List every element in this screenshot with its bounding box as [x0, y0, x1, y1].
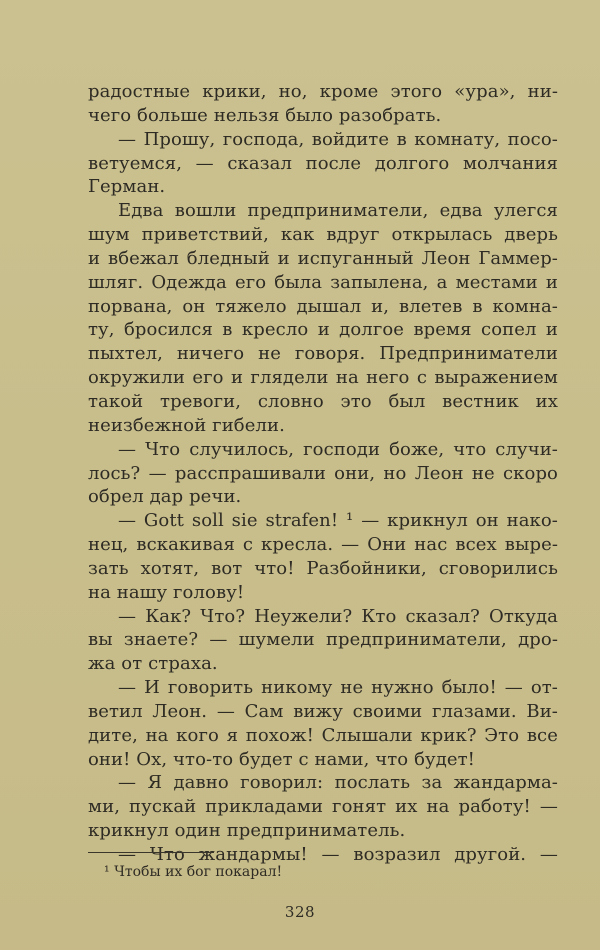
text-line: — Как? Что? Неужели? Кто сказал? Откуда — [118, 605, 558, 627]
footnote-divider — [88, 852, 214, 853]
text-line: — Gott soll sie strafen! ¹ — крикнул он нако- — [118, 510, 558, 532]
text-line: Едва вошли предприниматели, едва улегся — [118, 200, 558, 222]
text-line: — Я давно говорил: послать за жандарма- — [118, 772, 558, 794]
text-line: зать хотят, вот что! Разбойники, сговорились — [88, 557, 558, 579]
text-line: нец, вскакивая с кресла. — Они нас всех выре- — [88, 534, 558, 556]
footnote: ¹ Чтобы их бог покарал! — [104, 864, 283, 880]
text-line: крикнул один предприниматель. — [88, 820, 406, 842]
text-line: лось? — расспрашивали они, но Леон не скоро — [88, 462, 558, 484]
text-line: — Что случилось, господи боже, что случи- — [118, 438, 558, 460]
text-line: окружили его и глядели на него с выражением — [88, 367, 558, 389]
text-line: жа от страха. — [88, 653, 218, 675]
text-line: такой тревоги, словно это был вестник их — [88, 390, 558, 412]
text-line: — И говорить никому не нужно было! — от- — [118, 677, 558, 699]
text-line: дите, на кого я похож! Слышали крик? Это все — [88, 724, 558, 746]
page-number: 328 — [284, 903, 316, 921]
text-line: ту, бросился в кресло и долгое время сопел и — [88, 319, 558, 341]
text-line: шляг. Одежда его была запылена, а местами и — [88, 271, 558, 293]
text-line: пыхтел, ничего не говоря. Предприниматели — [88, 343, 558, 365]
body-text — [88, 80, 558, 867]
text-line: на нашу голову! — [88, 581, 245, 603]
text-line: ми, пускай прикладами гонят их на работу! — — [88, 796, 558, 818]
text-line: — Что жандармы! — возразил другой. — — [118, 844, 558, 865]
text-line: порвана, он тяжело дышал и, влетев в комна- — [88, 295, 558, 317]
text-line: ветуемся, — сказал после долгого молчания — [88, 152, 558, 174]
text-line: — Прошу, господа, войдите в комнату, посо- — [118, 128, 558, 150]
text-line: вы знаете? — шумели предприниматели, дро- — [88, 629, 558, 651]
text-line: они! Ох, что-то будет с нами, что будет! — [88, 748, 476, 770]
text-line: Герман. — [88, 176, 166, 198]
text-line: неизбежной гибели. — [88, 414, 285, 436]
text-line: шум приветствий, как вдруг открылась дверь — [88, 224, 558, 246]
text-line: и вбежал бледный и испуганный Леон Гаммер- — [88, 247, 558, 269]
text-line: обрел дар речи. — [88, 486, 242, 508]
text-line: радостные крики, но, кроме этого «ура», ни- — [88, 81, 558, 102]
text-line: ветил Леон. — Сам вижу своими глазами. Ви- — [88, 700, 558, 722]
text-line: чего больше нельзя было разобрать. — [88, 104, 442, 126]
